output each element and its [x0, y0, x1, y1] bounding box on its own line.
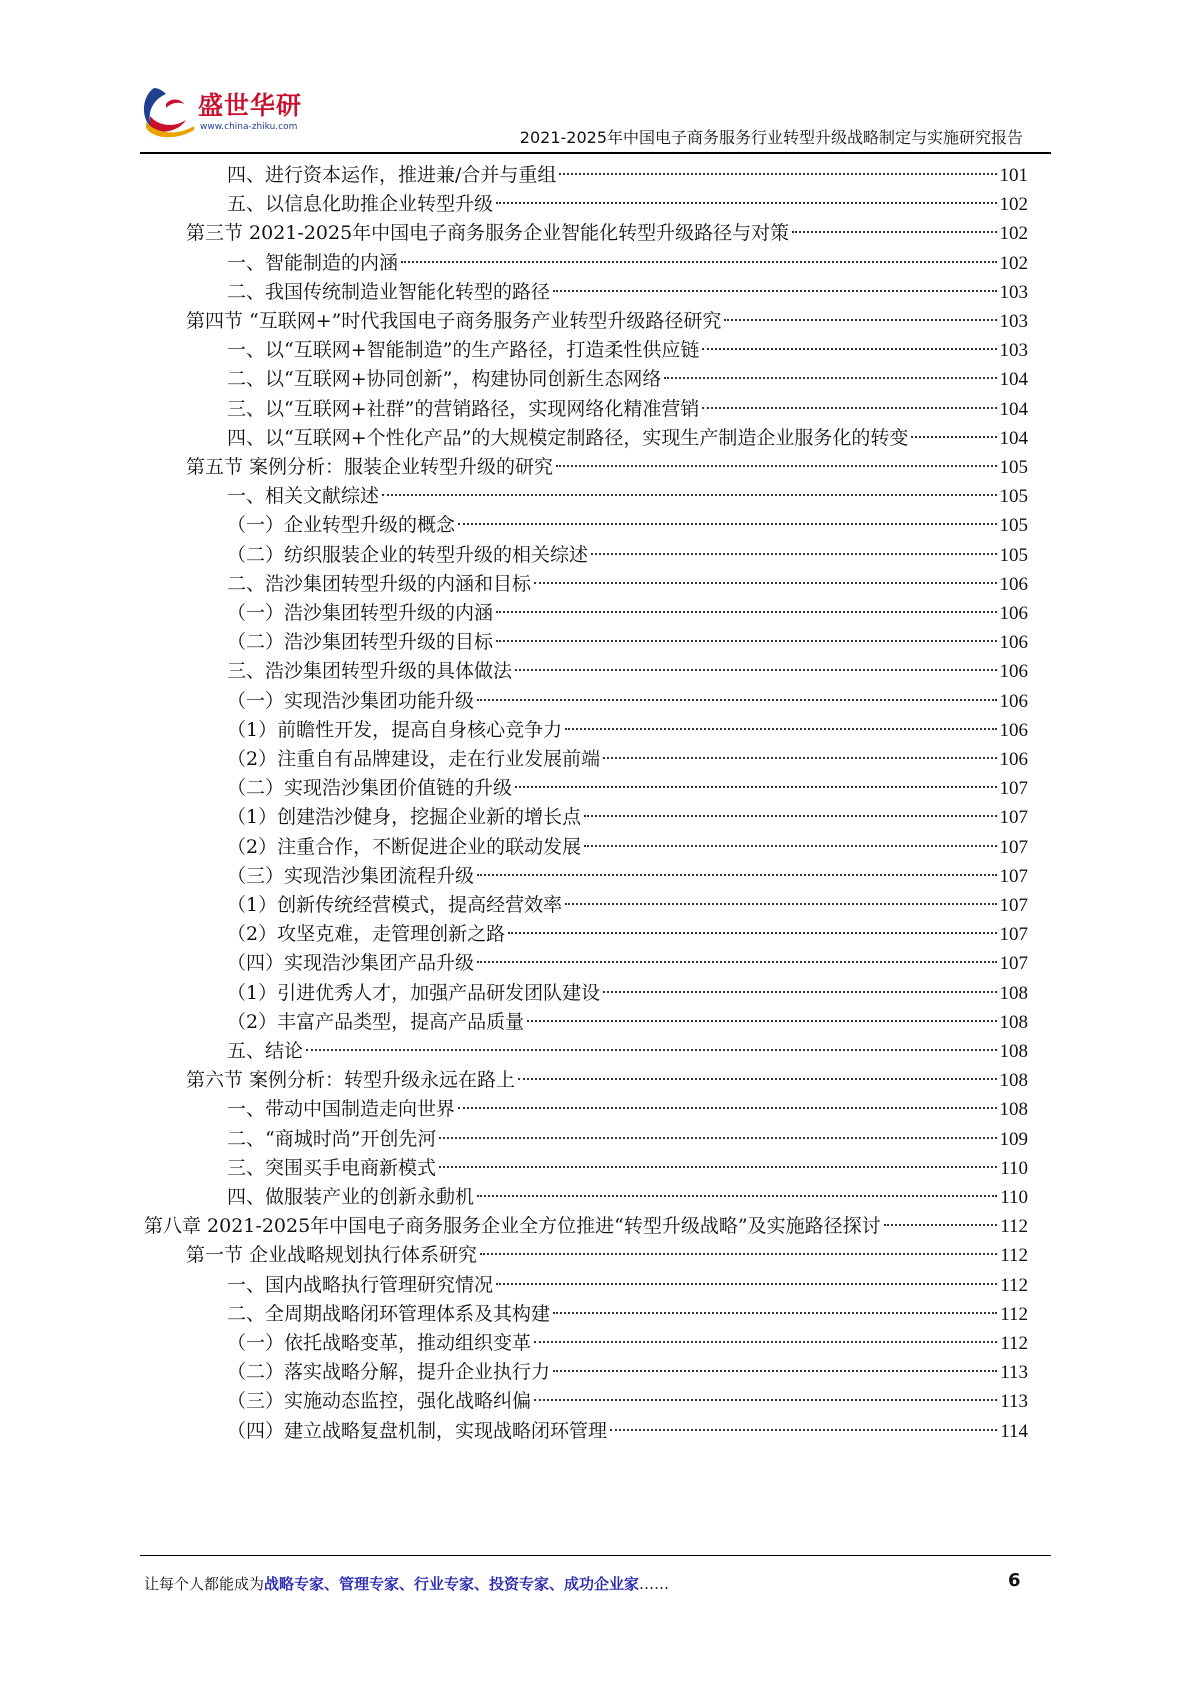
- page-number: 6: [1008, 1570, 1021, 1591]
- slogan-suffix: ……: [639, 1575, 670, 1593]
- toc-entry[interactable]: [227, 160, 1028, 191]
- slogan-highlight: 战略专家、管理专家、行业专家、投资专家、成功企业家: [264, 1575, 640, 1593]
- toc-entry-label: 一、相关文献综述: [227, 485, 380, 508]
- toc-entry-label: 一、以“互联网+智能制造”的生产路径，打造柔性供应链: [227, 339, 700, 362]
- toc-dot-leader: [534, 1399, 997, 1401]
- toc-entry-label: （1）创新传统经营模式，提高经营效率: [227, 894, 563, 916]
- toc-dot-leader: [603, 757, 996, 759]
- toc-entry-page: 106: [999, 573, 1028, 595]
- toc-entry[interactable]: [227, 364, 1028, 395]
- toc-entry[interactable]: [227, 481, 1028, 512]
- toc-entry-label: （二）实现浩沙集团价值链的升级: [227, 777, 513, 800]
- toc-entry-label: 第五节 案例分析：服装企业转型升级的研究: [186, 456, 554, 478]
- toc-entry[interactable]: [227, 890, 1028, 921]
- toc-entry-label: 四、进行资本运作，推进兼/合并与重组: [227, 164, 557, 186]
- toc-entry-page: 106: [999, 749, 1028, 770]
- toc-entry-label: （1）引进优秀人才，加强产品研发团队建设: [227, 981, 601, 1004]
- toc-dot-leader: [458, 1107, 996, 1109]
- toc-dot-leader: [496, 640, 996, 642]
- toc-dot-leader: [553, 290, 996, 292]
- toc-entry[interactable]: [227, 394, 1028, 425]
- toc-entry[interactable]: [186, 218, 1028, 249]
- toc-entry-label: （一）依托战略变革，推动组织变革: [227, 1332, 532, 1354]
- toc-entry-label: （1）前瞻性开发，提高自身核心竞争力: [227, 718, 563, 741]
- toc-dot-leader: [496, 611, 996, 613]
- toc-entry[interactable]: [227, 744, 1028, 775]
- toc-entry-label: （2）攻坚克难，走管理创新之路: [227, 923, 506, 946]
- toc-entry-label: 四、以“互联网+个性化产品”的大规模定制路径，实现生产制造企业服务化的转变: [227, 426, 909, 449]
- toc-entry-page: 102: [999, 223, 1028, 245]
- toc-entry-label: 三、突围买手电商新模式: [227, 1156, 437, 1179]
- toc-entry-label: （2）注重自有品牌建设，走在行业发展前端: [227, 748, 601, 770]
- toc-entry[interactable]: [227, 510, 1028, 541]
- toc-entry-page: 107: [999, 895, 1028, 916]
- toc-entry-page: 110: [1000, 1157, 1028, 1179]
- toc-entry[interactable]: [227, 1270, 1028, 1301]
- toc-dot-leader: [496, 1283, 997, 1285]
- toc-entry-label: （2）丰富产品类型，提高产品质量: [227, 1010, 525, 1033]
- toc-dot-leader: [553, 1370, 997, 1372]
- toc-entry-page: 107: [999, 953, 1028, 975]
- toc-dot-leader: [534, 1341, 997, 1343]
- toc-entry[interactable]: [227, 832, 1028, 863]
- toc-entry-label: （三）实现浩沙集团流程升级: [227, 864, 475, 887]
- toc-entry-label: 二、全周期战略闭环管理体系及其构建: [227, 1302, 551, 1325]
- toc-dot-leader: [610, 1429, 997, 1431]
- logo-name: 盛世华研: [198, 91, 303, 120]
- toc-entry-page: 102: [999, 252, 1028, 274]
- toc-dot-leader: [508, 932, 996, 934]
- toc-entry-label: （二）落实战略分解，提升企业执行力: [227, 1361, 551, 1384]
- toc-entry[interactable]: [186, 1065, 1028, 1096]
- toc-entry-page: 107: [999, 836, 1028, 858]
- toc-entry[interactable]: [227, 1094, 1028, 1125]
- toc-dot-leader: [911, 436, 996, 438]
- page-header: [0, 0, 1191, 152]
- toc-entry-label: 第三节 2021-2025年中国电子商务服务企业智能化转型升级路径与对策: [186, 222, 790, 245]
- toc-entry-label: 一、带动中国制造走向世界: [227, 1098, 456, 1121]
- toc-entry-label: 二、我国传统制造业智能化转型的路径: [227, 280, 551, 303]
- toc-entry[interactable]: [227, 1182, 1028, 1213]
- toc-entry-label: 三、以“互联网+社群”的营销路径，实现网络化精准营销: [227, 397, 700, 420]
- toc-entry[interactable]: [227, 1124, 1028, 1155]
- toc-entry[interactable]: [186, 1240, 1028, 1271]
- toc-entry[interactable]: [227, 715, 1028, 746]
- toc-entry[interactable]: [227, 948, 1028, 979]
- toc-entry-page: 112: [1000, 1333, 1028, 1354]
- toc-entry-page: 103: [999, 311, 1028, 332]
- toc-entry-page: 112: [1000, 1216, 1028, 1238]
- toc-entry-page: 107: [999, 807, 1028, 829]
- toc-dot-leader: [477, 1195, 997, 1197]
- toc-entry[interactable]: [227, 802, 1028, 833]
- toc-entry-label: （一）企业转型升级的概念: [227, 514, 456, 537]
- toc-dot-leader: [477, 874, 996, 876]
- logo-url: www.china-zhiku.com: [200, 122, 298, 132]
- toc-entry[interactable]: [227, 1036, 1028, 1067]
- toc-entry[interactable]: [227, 598, 1028, 629]
- logo-emblem-icon: [140, 82, 200, 146]
- toc-dot-leader: [477, 961, 996, 963]
- toc-entry[interactable]: [227, 978, 1028, 1009]
- toc-entry[interactable]: [227, 656, 1028, 687]
- toc-entry-label: （1）创建浩沙健身，挖掘企业新的增长点: [227, 806, 582, 829]
- toc-entry-label: 一、国内战略执行管理研究情况: [227, 1273, 494, 1296]
- toc-dot-leader: [477, 699, 996, 701]
- toc-entry-page: 105: [999, 457, 1028, 478]
- toc-entry[interactable]: [227, 1153, 1028, 1184]
- toc-entry[interactable]: [227, 1328, 1028, 1359]
- toc-entry-label: （三）实施动态监控，强化战略纠偏: [227, 1390, 532, 1413]
- toc-entry-page: 106: [999, 603, 1028, 624]
- toc-dot-leader: [553, 1312, 997, 1314]
- toc-entry[interactable]: [144, 1211, 1028, 1242]
- report-title: 2021-2025年中国电子商务服务行业转型升级战略制定与实施研究报告: [519, 128, 1023, 147]
- header-divider: [140, 152, 1051, 154]
- toc-entry-page: 106: [999, 719, 1028, 741]
- toc-entry-label: （一）实现浩沙集团功能升级: [227, 689, 475, 712]
- toc-entry[interactable]: [227, 1357, 1028, 1388]
- toc-dot-leader: [584, 815, 996, 817]
- footer-divider: [140, 1555, 1051, 1556]
- toc-entry-label: （二）纺织服装企业的转型升级的相关综述: [227, 543, 589, 566]
- toc-dot-leader: [591, 553, 996, 555]
- toc-entry-page: 104: [999, 427, 1028, 449]
- toc-entry-page: 105: [999, 486, 1028, 508]
- toc-entry-page: 107: [999, 865, 1028, 887]
- toc-entry-page: 106: [999, 632, 1028, 654]
- toc-dot-leader: [559, 173, 996, 175]
- toc-entry-label: 五、结论: [227, 1040, 304, 1062]
- toc-dot-leader: [401, 261, 996, 263]
- toc-entry-label: 二、“商城时尚”开创先河: [227, 1127, 437, 1150]
- toc-entry-page: 112: [1000, 1245, 1028, 1267]
- toc-entry-page: 114: [1000, 1420, 1028, 1442]
- toc-entry-label: 第六节 案例分析：转型升级永远在路上: [186, 1069, 516, 1092]
- toc-entry-page: 103: [999, 340, 1028, 362]
- toc-entry-label: 一、智能制造的内涵: [227, 251, 399, 274]
- toc-entry-page: 104: [999, 369, 1028, 391]
- toc-entry-label: （二）浩沙集团转型升级的目标: [227, 631, 494, 654]
- toc-entry[interactable]: [227, 1416, 1028, 1447]
- slogan-prefix: 让每个人都能成为: [144, 1575, 265, 1593]
- toc-entry[interactable]: [227, 1386, 1028, 1417]
- toc-entry[interactable]: [227, 423, 1028, 454]
- toc-entry-label: 四、做服装产业的创新永動机: [227, 1186, 475, 1208]
- toc-entry[interactable]: [227, 686, 1028, 717]
- toc-entry-page: 112: [1000, 1274, 1028, 1296]
- toc-entry[interactable]: [227, 1299, 1028, 1330]
- footer-slogan: [144, 1573, 669, 1594]
- toc-dot-leader: [584, 845, 996, 847]
- toc-entry-label: （四）实现浩沙集团产品升级: [227, 952, 475, 975]
- toc-entry[interactable]: [186, 452, 1028, 483]
- toc-entry[interactable]: [186, 306, 1028, 337]
- toc-dot-leader: [306, 1049, 996, 1051]
- toc-entry-label: 二、以“互联网+协同创新”，构建协同创新生态网络: [227, 368, 662, 391]
- toc-dot-leader: [556, 465, 996, 467]
- toc-entry-page: 104: [999, 398, 1028, 420]
- toc-entry-page: 113: [1000, 1362, 1028, 1384]
- toc-entry[interactable]: [227, 919, 1028, 950]
- toc-dot-leader: [527, 1020, 996, 1022]
- toc-entry-page: 105: [999, 544, 1028, 566]
- toc-entry[interactable]: [227, 277, 1028, 308]
- toc-entry-page: 106: [999, 661, 1028, 683]
- toc-dot-leader: [702, 348, 996, 350]
- toc-dot-leader: [518, 1078, 996, 1080]
- toc-dot-leader: [702, 407, 996, 409]
- toc-entry-page: 105: [999, 515, 1028, 537]
- toc-dot-leader: [480, 1253, 997, 1255]
- toc-entry-page: 108: [999, 1041, 1028, 1062]
- toc-entry-page: 106: [999, 690, 1028, 712]
- toc-dot-leader: [565, 903, 996, 905]
- toc-entry[interactable]: [227, 189, 1028, 220]
- company-logo: [140, 82, 310, 146]
- toc-entry-page: 110: [1000, 1187, 1028, 1208]
- toc-entry[interactable]: [227, 335, 1028, 366]
- toc-entry-page: 107: [999, 924, 1028, 946]
- toc-entry[interactable]: [227, 248, 1028, 279]
- toc-dot-leader: [382, 494, 996, 496]
- toc-entry-page: 113: [1000, 1391, 1028, 1413]
- toc-entry[interactable]: [227, 1007, 1028, 1038]
- toc-entry-page: 108: [999, 982, 1028, 1004]
- toc-entry-page: 101: [999, 165, 1028, 186]
- toc-dot-leader: [458, 523, 996, 525]
- toc-entry-label: 三、浩沙集团转型升级的具体做法: [227, 660, 513, 683]
- toc-entry-page: 108: [999, 1011, 1028, 1033]
- toc-entry[interactable]: [227, 773, 1028, 804]
- toc-entry-label: 二、浩沙集团转型升级的内涵和目标: [227, 572, 532, 595]
- toc-entry-page: 102: [999, 194, 1028, 216]
- toc-dot-leader: [724, 319, 996, 321]
- toc-dot-leader: [515, 669, 996, 671]
- toc-entry-label: 第四节 “互联网+”时代我国电子商务服务产业转型升级路径研究: [186, 310, 722, 332]
- toc-entry-label: 第一节 企业战略规划执行体系研究: [186, 1244, 478, 1267]
- toc-dot-leader: [664, 377, 996, 379]
- toc-entry-label: （一）浩沙集团转型升级的内涵: [227, 602, 494, 624]
- toc-entry[interactable]: [227, 627, 1028, 658]
- toc-entry-label: （四）建立战略复盘机制，实现战略闭环管理: [227, 1419, 608, 1442]
- toc-entry-page: 108: [999, 1070, 1028, 1092]
- toc-dot-leader: [792, 231, 996, 233]
- toc-dot-leader: [439, 1166, 997, 1168]
- toc-entry-page: 108: [999, 1099, 1028, 1121]
- toc-entry-page: 112: [1000, 1303, 1028, 1325]
- toc-dot-leader: [515, 786, 996, 788]
- toc-dot-leader: [534, 582, 996, 584]
- toc-dot-leader: [496, 202, 996, 204]
- toc-entry-label: 第八章 2021-2025年中国电子商务服务企业全方位推进“转型升级战略”及实施路径探讨: [144, 1215, 881, 1238]
- toc-dot-leader: [603, 991, 996, 993]
- toc-dot-leader: [565, 728, 996, 730]
- toc-entry-page: 107: [999, 778, 1028, 800]
- toc-entry[interactable]: [227, 861, 1028, 892]
- toc-entry-page: 109: [999, 1128, 1028, 1150]
- toc-dot-leader: [884, 1224, 998, 1226]
- toc-entry[interactable]: [227, 540, 1028, 571]
- toc-entry[interactable]: [227, 569, 1028, 600]
- toc-entry-page: 103: [999, 281, 1028, 303]
- toc-entry-label: （2）注重合作，不断促进企业的联动发展: [227, 835, 582, 858]
- toc-dot-leader: [439, 1137, 996, 1139]
- toc-entry-label: 五、以信息化助推企业转型升级: [227, 193, 494, 216]
